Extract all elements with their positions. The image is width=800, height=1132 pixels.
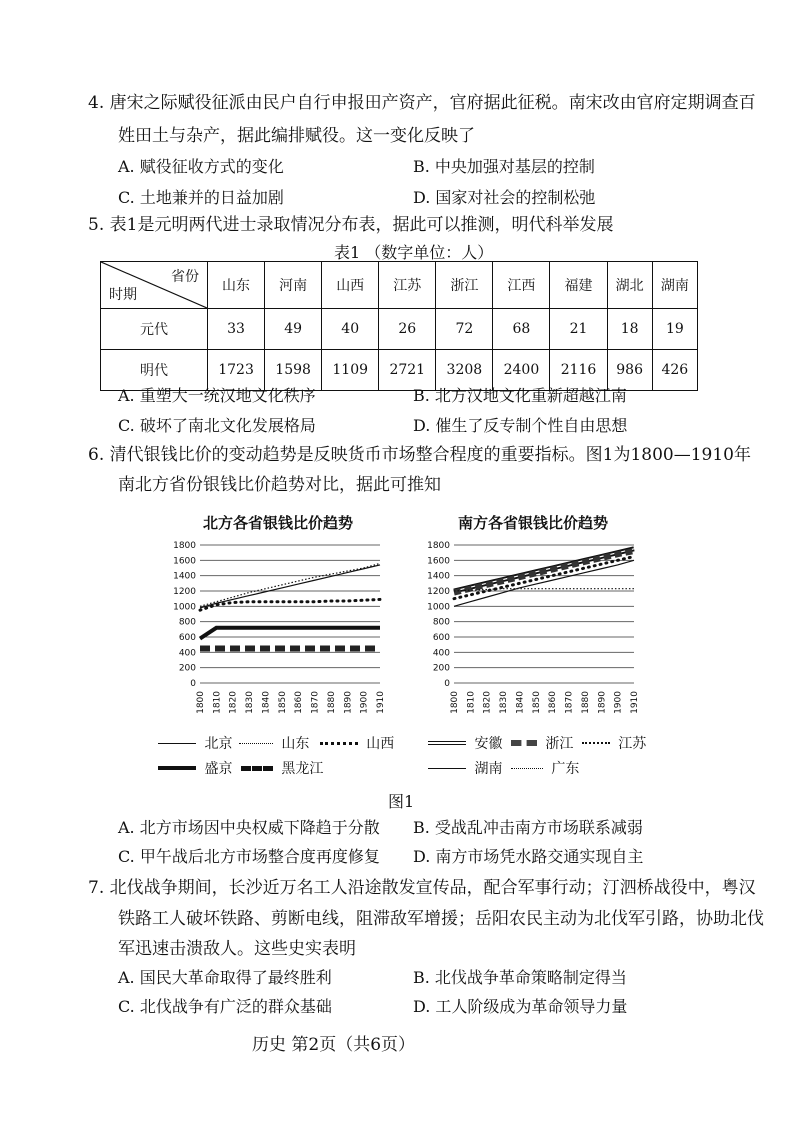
row-header: 明代 xyxy=(101,350,208,391)
legend-swatch-thin-dotted xyxy=(511,768,543,769)
y-tick-label: 800 xyxy=(432,617,450,628)
q7-stem-line3: 军迅速击溃敌人。这些史实表明 xyxy=(118,939,356,959)
legend-label: 广东 xyxy=(551,761,580,777)
legend-label: 浙江 xyxy=(545,736,574,752)
q6-stem-line1: 6. 清代银钱比价的变动趋势是反映货币市场整合程度的重要指标。图1为1800—1910年 xyxy=(88,445,751,465)
x-tick-label: 1840 xyxy=(261,691,272,714)
north-chart-title: 北方各省银钱比价趋势 xyxy=(203,514,354,532)
y-tick-label: 400 xyxy=(178,648,196,659)
y-tick-label: 1600 xyxy=(173,556,196,567)
table1-header-row xyxy=(101,262,698,309)
x-tick-label: 1800 xyxy=(196,691,206,714)
x-tick-label: 1850 xyxy=(531,691,542,714)
q7-option-b: B. 北伐战争革命策略制定得当 xyxy=(413,968,627,987)
table-cell: 986 xyxy=(607,350,652,391)
q6-option-a: A. 北方市场因中央权威下降趋于分散 xyxy=(118,818,380,837)
q6-option-c: C. 甲午战后北方市场整合度再度修复 xyxy=(118,847,380,866)
q4-option-c: C. 土地兼并的日益加剧 xyxy=(118,188,284,207)
x-tick-label: 1840 xyxy=(515,691,526,714)
table1-corner xyxy=(101,262,208,309)
q7-stem-line2: 铁路工人破坏铁路、剪断电线，阻滞敌军增援；岳阳农民主动为北伐军引路，协助北伐 xyxy=(118,909,764,929)
table-row xyxy=(101,309,698,350)
q7-option-d: D. 工人阶级成为革命领导力量 xyxy=(413,997,628,1016)
q7-option-a: A. 国民大革命取得了最终胜利 xyxy=(118,968,332,987)
south-legend-row2 xyxy=(428,758,579,778)
table-cell: 40 xyxy=(322,309,379,350)
y-tick-label: 1000 xyxy=(173,602,196,613)
x-tick-label: 1820 xyxy=(228,691,239,714)
col-header: 浙江 xyxy=(436,262,493,309)
col-header: 湖北 xyxy=(607,262,652,309)
row-header: 元代 xyxy=(101,309,208,350)
y-tick-label: 200 xyxy=(178,663,196,674)
table-cell: 18 xyxy=(607,309,652,350)
q6-option-b: B. 受战乱冲击南方市场联系减弱 xyxy=(413,818,643,837)
south-legend-row1 xyxy=(428,733,646,753)
table-cell: 2721 xyxy=(379,350,436,391)
x-tick-label: 1830 xyxy=(499,691,510,714)
x-tick-label: 1880 xyxy=(580,691,591,714)
x-tick-label: 1900 xyxy=(613,691,624,714)
south-chart xyxy=(412,535,642,735)
x-tick-label: 1810 xyxy=(212,691,223,714)
y-tick-label: 1200 xyxy=(427,587,450,597)
table-cell: 21 xyxy=(550,309,607,350)
legend-label: 北京 xyxy=(204,736,233,752)
table-cell: 1723 xyxy=(208,350,265,391)
x-tick-label: 1870 xyxy=(310,691,321,714)
col-header: 山东 xyxy=(208,262,265,309)
y-tick-label: 400 xyxy=(432,648,450,659)
series-line xyxy=(454,557,634,599)
col-header: 福建 xyxy=(550,262,607,309)
table-cell: 26 xyxy=(379,309,436,350)
y-tick-label: 600 xyxy=(432,633,450,643)
north-chart xyxy=(158,535,388,735)
y-tick-label: 1400 xyxy=(427,571,450,582)
col-header: 河南 xyxy=(265,262,322,309)
x-tick-label: 1820 xyxy=(482,691,493,714)
corner-label-period: 时期 xyxy=(109,287,137,303)
col-header: 山西 xyxy=(322,262,379,309)
legend-swatch-thick-dashed xyxy=(241,766,273,771)
q5-option-c: C. 破坏了南北文化发展格局 xyxy=(118,416,316,435)
corner-label-province: 省份 xyxy=(171,269,199,285)
q4-stem-line1: 4. 唐宋之际赋役征派由民户自行申报田产资产，官府据此征税。南宋改由官府定期调查百 xyxy=(88,93,756,113)
legend-label: 盛京 xyxy=(204,761,233,777)
north-legend-row1 xyxy=(158,733,394,753)
legend-swatch-thin-dotted xyxy=(239,743,273,744)
y-tick-label: 1200 xyxy=(173,587,196,597)
y-tick-label: 600 xyxy=(178,633,196,643)
table1 xyxy=(100,261,698,391)
table-cell: 3208 xyxy=(436,350,493,391)
legend-label: 安徽 xyxy=(474,736,503,752)
south-chart-title: 南方各省银钱比价趋势 xyxy=(458,514,609,532)
table-cell: 33 xyxy=(208,309,265,350)
x-tick-label: 1800 xyxy=(450,691,460,714)
q5-stem: 5. 表1是元明两代进士录取情况分布表，据此可以推测，明代科举发展 xyxy=(88,215,614,235)
q7-option-c: C. 北伐战争有广泛的群众基础 xyxy=(118,997,332,1016)
y-tick-label: 1800 xyxy=(173,541,196,551)
legend-swatch-thin-solid xyxy=(428,768,466,769)
legend-label: 山东 xyxy=(281,736,310,752)
legend-swatch-dotted xyxy=(320,742,358,745)
q5-option-a: A. 重塑大一统汉地文化秩序 xyxy=(118,386,316,405)
q6-option-d: D. 南方市场凭水路交通实现自主 xyxy=(413,847,644,866)
legend-label: 江苏 xyxy=(618,736,647,752)
y-tick-label: 1000 xyxy=(427,602,450,613)
y-tick-label: 0 xyxy=(444,679,450,689)
col-header: 江苏 xyxy=(379,262,436,309)
legend-swatch-thin-solid xyxy=(158,743,196,744)
q5-option-b: B. 北方汉地文化重新超越江南 xyxy=(413,386,627,405)
table-cell: 2400 xyxy=(493,350,550,391)
x-tick-label: 1870 xyxy=(564,691,575,714)
q4-stem-line2: 姓田土与杂产，据此编排赋役。这一变化反映了 xyxy=(118,126,475,146)
table-cell: 1598 xyxy=(265,350,322,391)
y-tick-label: 1600 xyxy=(427,556,450,567)
legend-swatch-dotted xyxy=(582,742,610,744)
x-tick-label: 1830 xyxy=(245,691,256,714)
legend-label: 山西 xyxy=(366,736,395,752)
col-header: 湖南 xyxy=(652,262,697,309)
x-tick-label: 1900 xyxy=(359,691,370,714)
north-legend-row2 xyxy=(158,758,323,778)
x-tick-label: 1860 xyxy=(294,691,305,714)
y-tick-label: 800 xyxy=(178,617,196,628)
q5-option-d: D. 催生了反专制个性自由思想 xyxy=(413,416,628,435)
x-tick-label: 1860 xyxy=(548,691,559,714)
legend-swatch-heavy-dashed xyxy=(511,740,537,746)
page-footer: 历史 第2页（共6页） xyxy=(252,1035,416,1055)
y-tick-label: 0 xyxy=(190,679,196,689)
series-line xyxy=(454,551,634,592)
legend-label: 湖南 xyxy=(474,761,503,777)
table-cell: 72 xyxy=(436,309,493,350)
figure-label: 图1 xyxy=(388,792,415,811)
legend-label: 黑龙江 xyxy=(281,761,324,777)
q7-stem-line1: 7. 北伐战争期间，长沙近万名工人沿途散发宣传品，配合军事行动；汀泗桥战役中，粤汉 xyxy=(88,878,756,898)
x-tick-label: 1890 xyxy=(343,691,354,714)
legend-swatch-double xyxy=(428,741,466,745)
x-tick-label: 1850 xyxy=(277,691,288,714)
x-tick-label: 1810 xyxy=(466,691,477,714)
x-tick-label: 1910 xyxy=(376,691,386,714)
legend-swatch-thick-solid xyxy=(158,766,196,770)
q4-option-d: D. 国家对社会的控制松弛 xyxy=(413,188,596,207)
q4-option-b: B. 中央加强对基层的控制 xyxy=(413,157,595,176)
table-cell: 2116 xyxy=(550,350,607,391)
y-tick-label: 200 xyxy=(432,663,450,674)
x-tick-label: 1890 xyxy=(597,691,608,714)
q6-stem-line2: 南北方省份银钱比价趋势对比，据此可推知 xyxy=(118,475,441,495)
table-cell: 426 xyxy=(652,350,697,391)
table1-caption: 表1 （数字单位：人） xyxy=(334,243,494,262)
col-header: 江西 xyxy=(493,262,550,309)
table-cell: 1109 xyxy=(322,350,379,391)
table-cell: 19 xyxy=(652,309,697,350)
y-tick-label: 1800 xyxy=(427,541,450,551)
table-cell: 49 xyxy=(265,309,322,350)
y-tick-label: 1400 xyxy=(173,571,196,582)
x-tick-label: 1880 xyxy=(326,691,337,714)
series-line xyxy=(200,563,380,606)
x-tick-label: 1910 xyxy=(630,691,640,714)
q4-option-a: A. 赋役征收方式的变化 xyxy=(118,157,284,176)
table-cell: 68 xyxy=(493,309,550,350)
